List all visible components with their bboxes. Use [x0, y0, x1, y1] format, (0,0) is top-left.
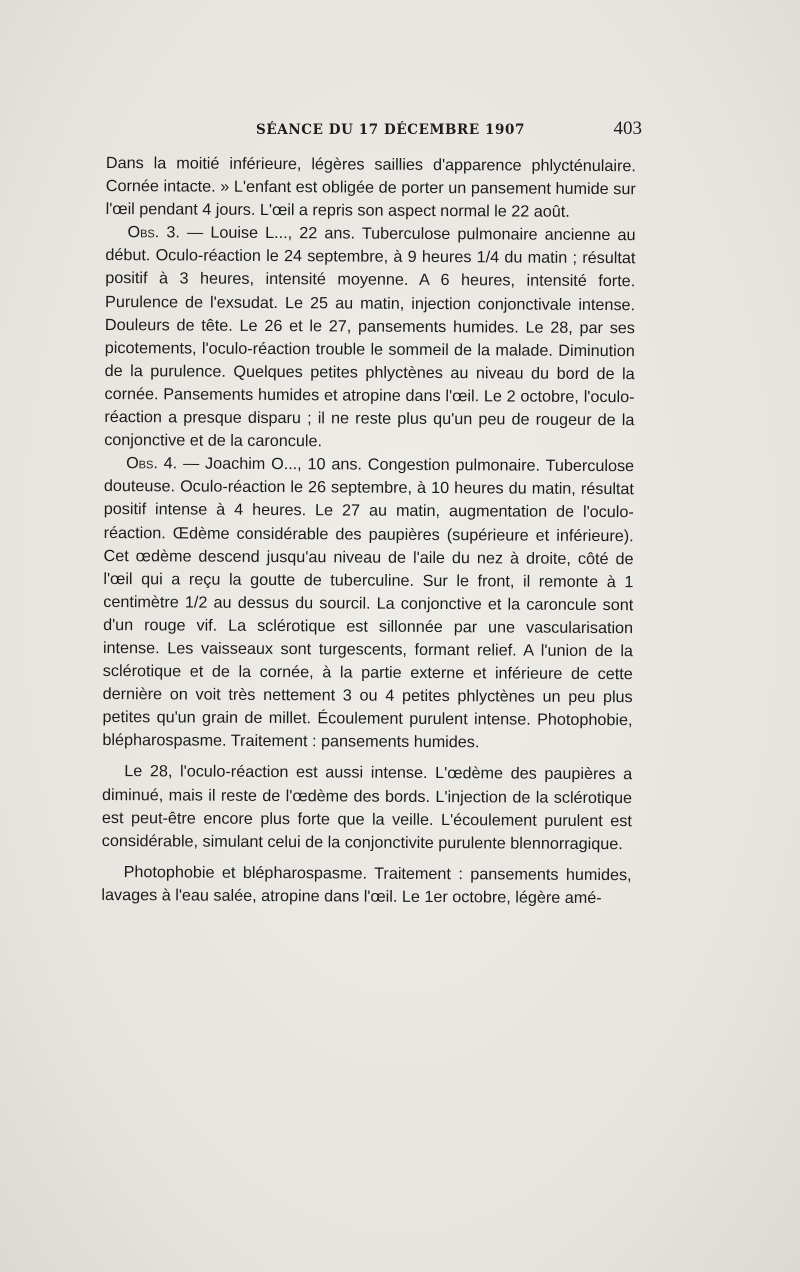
page-header: [108, 118, 642, 146]
paragraph-le-28: Le 28, l'oculo-réaction est aussi intense. L'œdème des paupières a diminué, mais il reste de l'œdème des bords. L'injection de la sclérotique est peut-être encore plus forte que la veille. L'écoulement purulent est considérable, simulant celui de la conjonctivite purulente blennorragique.: [101, 762, 633, 853]
obs-label-3: Obs. 3.: [127, 223, 180, 242]
obs-3-text: — Louise L..., 22 ans. Tuberculose pulmonaire ancienne au début. Oculo-réaction le 24 septembre, à 9 heures 1/4 du matin ; résultat positif à 3 heures, intensité moyenne. A 6 heures, intensité forte. Purulence de l'exsudat. Le 25 au matin, injection conjonctivale intense. Douleurs de tête. Le 26 et le 27, pansements humides. Le 28, par ses picotements, l'oculo-réaction trouble le sommeil de la malade. Diminution de la purulence. Quelques petites phlyctènes au niveau du bord de la cornée. Pansements humides et atropine dans l'œil. Le 2 octobre, l'oculo-réaction a presque disparu ; il ne reste plus qu'un peu de rougeur de la conjonctive et de la caroncule.: [104, 223, 636, 451]
obs-label-4: Obs. 4.: [126, 454, 178, 473]
paragraph-obs-3: [104, 221, 635, 455]
running-head: SÉANCE DU 17 DÉCEMBRE 1907: [256, 122, 526, 138]
page-number: 403: [613, 118, 642, 139]
paragraph-photophobie: Photophobie et blépharospasme. Traitement : pansements humides, lavages à l'eau salée, atropine dans l'œil. Le 1er octobre, légère amé-: [101, 862, 632, 907]
obs-4-text: — Joachim O..., 10 ans. Congestion pulmonaire. Tuberculose douteuse. Oculo-réaction le 26 septembre, à 10 heures du matin, résultat positif intense à 4 heures. Le 27 au matin, augmentation de l'oculo-réaction. Œdème considérable des paupières (supérieure et inférieure). Cet œdème descend jusqu'au niveau de l'aile du nez à droite, côté de l'œil qui a reçu la goutte de tuberculine. Sur le front, il remonte à 1 centimètre 1/2 au dessus du sourcil. La conjonctive et la caroncule sont d'un rouge vif. La sclérotique est sillonnée par une vascularisation intense. Les vaisseaux sont turgescents, formant relief. A l'union de la sclérotique et de la cornée, à la partie externe et inférieure de cette dernière on voit très nettement 3 ou 4 petites phlyctènes un peu plus petites qu'un grain de millet. Écoulement purulent intense. Photophobie, blépharospasme. Traitement : pansements humides.: [102, 454, 635, 752]
body-text: [101, 152, 636, 910]
paragraph-1: Dans la moitié inférieure, légères saillies d'apparence phlycténulaire. Cornée intacte. » L'enfant est obligée de porter un pansement humide sur l'œil pendant 4 jours. L'œil a repris son aspect normal le 22 août.: [105, 153, 636, 222]
paragraph-obs-4: [102, 452, 634, 755]
